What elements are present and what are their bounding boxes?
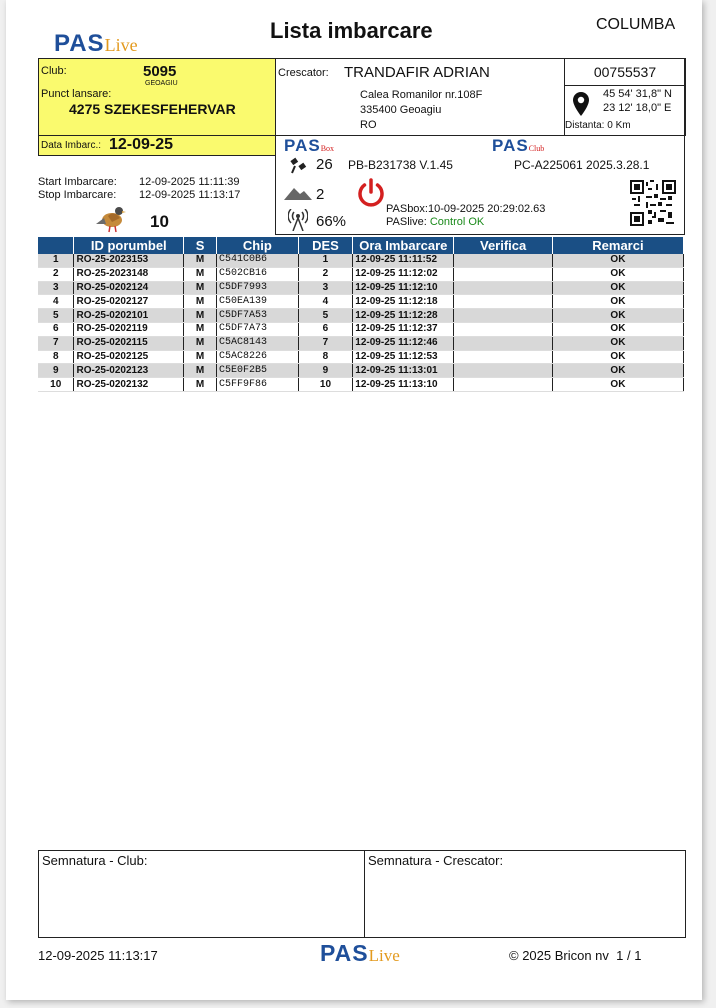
cell-des: 10 bbox=[298, 378, 353, 392]
cell-des: 5 bbox=[298, 309, 353, 323]
cell-sex: M bbox=[184, 350, 217, 364]
cell-chip: C5DF7A73 bbox=[217, 322, 299, 336]
cell-sex: M bbox=[184, 281, 217, 295]
cell-chip: C5FF9F86 bbox=[217, 378, 299, 392]
table-row bbox=[38, 322, 684, 336]
table-row bbox=[38, 267, 684, 281]
launch-point: 4275 SZEKESFEHERVAR bbox=[69, 101, 236, 117]
cell-chip: C5AC8226 bbox=[217, 350, 299, 364]
pasbox-time: PASbox:10-09-2025 20:29:02.63 bbox=[386, 203, 546, 215]
embark-date: 12-09-25 bbox=[109, 136, 174, 153]
cell-embark-time: 12-09-25 11:12:28 bbox=[353, 309, 454, 323]
club-signature-label: Semnatura - Club: bbox=[42, 853, 148, 868]
cell-index: 3 bbox=[38, 281, 74, 295]
cell-sex: M bbox=[184, 309, 217, 323]
qr-code bbox=[630, 180, 676, 226]
cell-pigeon-id: RO-25-2023148 bbox=[74, 267, 184, 281]
club-name: GEOAGIU bbox=[145, 80, 178, 87]
start-label: Start Imbarcare: bbox=[38, 176, 117, 188]
signal-strength: 66% bbox=[316, 213, 347, 230]
col-header-remarks: Remarci bbox=[552, 237, 683, 254]
paslive-label: PASlive: bbox=[386, 216, 427, 228]
cell-sex: M bbox=[184, 322, 217, 336]
cell-remarks: OK bbox=[552, 309, 683, 323]
cell-remarks: OK bbox=[552, 295, 683, 309]
cell-des: 3 bbox=[298, 281, 353, 295]
col-header-index bbox=[38, 237, 74, 254]
cell-chip: C502CB16 bbox=[217, 267, 299, 281]
cell-des: 1 bbox=[298, 254, 353, 267]
antenna-count: 2 bbox=[316, 186, 325, 203]
page-title: Lista imbarcare bbox=[270, 18, 433, 43]
cell-des: 8 bbox=[298, 350, 353, 364]
footer-page-number: 1 / 1 bbox=[616, 948, 642, 963]
cell-check bbox=[454, 336, 552, 350]
cell-embark-time: 12-09-25 11:13:10 bbox=[353, 378, 454, 392]
footer-copyright: © 2025 Bricon nv bbox=[509, 948, 609, 963]
distance: Distanta: 0 Km bbox=[565, 120, 631, 131]
latitude: 45 54' 31,8" N bbox=[603, 88, 672, 100]
col-header-chip: Chip bbox=[217, 237, 299, 254]
cell-sex: M bbox=[184, 254, 217, 267]
col-header-embark-time: Ora Imbarcare bbox=[353, 237, 454, 254]
cell-embark-time: 12-09-25 11:12:10 bbox=[353, 281, 454, 295]
cell-index: 2 bbox=[38, 267, 74, 281]
club-box bbox=[38, 58, 276, 156]
pigeon-icon bbox=[94, 202, 128, 234]
breeder-id: 00755537 bbox=[593, 64, 657, 80]
location-pin-icon bbox=[573, 92, 589, 116]
device-box bbox=[275, 135, 685, 235]
cell-index: 5 bbox=[38, 309, 74, 323]
cell-remarks: OK bbox=[552, 350, 683, 364]
footer-paslive-logo: PASLive bbox=[320, 940, 400, 966]
pasclub-version: PC-A225061 2025.3.28.1 bbox=[514, 158, 650, 172]
cell-index: 4 bbox=[38, 295, 74, 309]
breeder-label: Crescator: bbox=[278, 67, 329, 79]
cell-pigeon-id: RO-25-0202101 bbox=[74, 309, 184, 323]
col-header-pigeon-id: ID porumbel bbox=[74, 237, 184, 254]
cell-check bbox=[454, 267, 552, 281]
cell-embark-time: 12-09-25 11:13:01 bbox=[353, 364, 454, 378]
cell-des: 6 bbox=[298, 322, 353, 336]
cell-remarks: OK bbox=[552, 378, 683, 392]
cell-index: 9 bbox=[38, 364, 74, 378]
cell-pigeon-id: RO-25-2023153 bbox=[74, 254, 184, 267]
club-label: Club: bbox=[41, 65, 67, 77]
address-line-1: Calea Romanilor nr.108F bbox=[360, 89, 483, 101]
cell-remarks: OK bbox=[552, 267, 683, 281]
paslive-status: Control OK bbox=[429, 216, 485, 228]
cell-remarks: OK bbox=[552, 336, 683, 350]
table-row bbox=[38, 295, 684, 309]
table-header-row bbox=[38, 237, 684, 254]
stop-label: Stop Imbarcare: bbox=[38, 189, 117, 201]
antenna-icon bbox=[284, 186, 312, 200]
col-header-sex: S bbox=[184, 237, 217, 254]
cell-check bbox=[454, 254, 552, 267]
cell-embark-time: 12-09-25 11:12:53 bbox=[353, 350, 454, 364]
pigeon-count: 10 bbox=[150, 212, 169, 231]
breeder-id-box bbox=[564, 58, 686, 86]
table-row bbox=[38, 281, 684, 295]
cell-check bbox=[454, 364, 552, 378]
organization-name: COLUMBA bbox=[596, 16, 676, 33]
pasbox-logo: PASBox bbox=[284, 136, 335, 155]
cell-remarks: OK bbox=[552, 364, 683, 378]
date-label: Data Imbarc.: bbox=[41, 140, 102, 151]
cell-pigeon-id: RO-25-0202132 bbox=[74, 378, 184, 392]
cell-pigeon-id: RO-25-0202123 bbox=[74, 364, 184, 378]
cell-check bbox=[454, 322, 552, 336]
cell-chip: C541C0B6 bbox=[217, 254, 299, 267]
cell-check bbox=[454, 295, 552, 309]
cell-des: 2 bbox=[298, 267, 353, 281]
cell-check bbox=[454, 281, 552, 295]
footer-copyright-line bbox=[509, 948, 641, 963]
cell-sex: M bbox=[184, 267, 217, 281]
breeder-signature-box bbox=[364, 850, 686, 938]
document-page bbox=[6, 0, 702, 1000]
cell-chip: C5AC8143 bbox=[217, 336, 299, 350]
signal-icon bbox=[288, 209, 308, 231]
cell-des: 7 bbox=[298, 336, 353, 350]
cell-remarks: OK bbox=[552, 322, 683, 336]
table-row bbox=[38, 378, 684, 392]
cell-remarks: OK bbox=[552, 281, 683, 295]
footer-timestamp: 12-09-2025 11:13:17 bbox=[38, 948, 158, 963]
cell-remarks: OK bbox=[552, 254, 683, 267]
cell-index: 8 bbox=[38, 350, 74, 364]
cell-chip: C5E0F2B5 bbox=[217, 364, 299, 378]
cell-des: 9 bbox=[298, 364, 353, 378]
breeder-box bbox=[275, 58, 685, 136]
cell-pigeon-id: RO-25-0202124 bbox=[74, 281, 184, 295]
club-signature-box bbox=[38, 850, 365, 938]
paslive-status-line bbox=[386, 216, 484, 228]
cell-index: 6 bbox=[38, 322, 74, 336]
club-code: 5095 bbox=[143, 63, 177, 80]
cell-sex: M bbox=[184, 336, 217, 350]
satellite-icon bbox=[288, 156, 312, 176]
cell-pigeon-id: RO-25-0202119 bbox=[74, 322, 184, 336]
cell-sex: M bbox=[184, 378, 217, 392]
pasbox-version: PB-B231738 V.1.45 bbox=[348, 158, 453, 172]
col-header-des: DES bbox=[298, 237, 353, 254]
power-icon bbox=[356, 178, 386, 208]
cell-embark-time: 12-09-25 11:12:46 bbox=[353, 336, 454, 350]
pigeon-table bbox=[38, 237, 684, 392]
col-header-check: Verifica bbox=[454, 237, 552, 254]
cell-index: 1 bbox=[38, 254, 74, 267]
breeder-signature-label: Semnatura - Crescator: bbox=[368, 853, 504, 868]
pasclub-logo: PASClub bbox=[492, 136, 545, 155]
cell-index: 10 bbox=[38, 378, 74, 392]
cell-chip: C5DF7A53 bbox=[217, 309, 299, 323]
cell-chip: C50EA139 bbox=[217, 295, 299, 309]
cell-chip: C5DF7993 bbox=[217, 281, 299, 295]
table-row bbox=[38, 350, 684, 364]
cell-check bbox=[454, 309, 552, 323]
cell-embark-time: 12-09-25 11:12:02 bbox=[353, 267, 454, 281]
address-line-2: 335400 Geoagiu bbox=[360, 104, 442, 116]
satellite-count: 26 bbox=[316, 156, 333, 173]
cell-sex: M bbox=[184, 364, 217, 378]
table-row bbox=[38, 309, 684, 323]
cell-embark-time: 12-09-25 11:11:52 bbox=[353, 254, 454, 267]
table-row bbox=[38, 336, 684, 350]
cell-des: 4 bbox=[298, 295, 353, 309]
cell-embark-time: 12-09-25 11:12:37 bbox=[353, 322, 454, 336]
table-row bbox=[38, 254, 684, 267]
longitude: 23 12' 18,0" E bbox=[603, 102, 672, 114]
coordinates-box bbox=[564, 85, 686, 136]
address-country: RO bbox=[360, 119, 377, 131]
launch-point-label: Punct lansare: bbox=[41, 88, 112, 100]
cell-embark-time: 12-09-25 11:12:18 bbox=[353, 295, 454, 309]
cell-pigeon-id: RO-25-0202127 bbox=[74, 295, 184, 309]
table-row bbox=[38, 364, 684, 378]
cell-pigeon-id: RO-25-0202125 bbox=[74, 350, 184, 364]
paslive-logo: PASLive bbox=[54, 30, 138, 57]
start-time: 12-09-2025 11:11:39 bbox=[139, 176, 240, 188]
cell-check bbox=[454, 378, 552, 392]
stop-time: 12-09-2025 11:13:17 bbox=[139, 189, 241, 201]
cell-index: 7 bbox=[38, 336, 74, 350]
breeder-name: TRANDAFIR ADRIAN bbox=[344, 64, 490, 81]
cell-pigeon-id: RO-25-0202115 bbox=[74, 336, 184, 350]
cell-check bbox=[454, 350, 552, 364]
cell-sex: M bbox=[184, 295, 217, 309]
